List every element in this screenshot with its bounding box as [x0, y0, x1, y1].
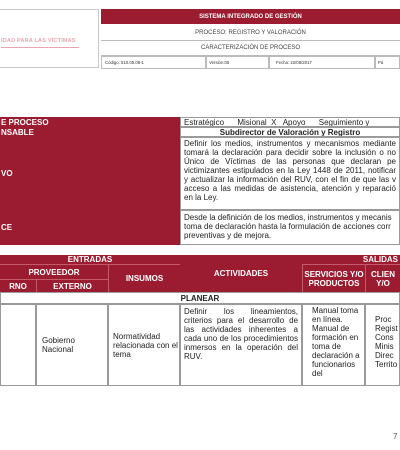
logo-box — [0, 9, 99, 68]
objective-label: VO — [0, 137, 180, 210]
salidas-header: SALIDAS — [302, 255, 400, 264]
scope-text: Desde la definición de los medios, instrumentos y mecanis toma de declaración hasta la formulación de acciones corr preventivas y de mejora. — [180, 210, 400, 245]
servicios-list — [305, 306, 362, 378]
page-number: 7 — [393, 432, 398, 441]
interno-header: RNO — [0, 279, 36, 292]
process-line: PROCESO: REGISTRO Y VALORACIÓN — [195, 29, 306, 36]
doc-page: Pá — [375, 56, 400, 69]
process-type-label: E PROCESO — [0, 117, 180, 127]
phase-planear: PLANEAR — [0, 292, 400, 304]
externo-header: EXTERNO — [36, 279, 108, 292]
scope-label: CE — [0, 210, 180, 245]
objective-text: Definir los medios, instrumentos y mecanismos mediante tomará la declaración para decidir sobre la inclusión o no Único de Víctimas de las personas que declaran pe victimizantes estipulados en la Ley 1448 de 2011, notificar y actualizar la información del RUV, con el fin de que las v acceso a las medidas de asistencia, atención y reparació en la Ley. — [180, 137, 400, 210]
list-item: • Direc Territo — [375, 351, 397, 369]
entradas-header: ENTRADAS — [0, 255, 180, 264]
clientes-header: CLIEN Y/O — [365, 264, 400, 292]
row-actividades: Definir los lineamientos, criterios para el desarrollo de las actividades inherentes a cada uno de los procedimientos inmersos en la operación del RUV. — [180, 304, 302, 386]
actividades-header: ACTIVIDADES — [180, 255, 302, 292]
doc-code: Código: 510.05.08-1 — [101, 56, 206, 69]
row-interno — [0, 304, 36, 386]
responsible-value: Subdirector de Valoración y Registro — [180, 127, 400, 137]
row-externo: Gobierno Nacional — [36, 304, 108, 386]
clientes-list — [368, 306, 397, 369]
list-item: • Manual toma en línea. — [312, 306, 362, 324]
process-type-options: Estratégico Misional X Apoyo Seguimiento y — [180, 117, 400, 127]
list-item: • Cons — [375, 333, 397, 342]
doc-version: Versión:05 — [206, 56, 269, 69]
logo-text: IDAD PARA LAS VÍCTIMAS — [1, 38, 76, 44]
list-item — [375, 306, 397, 315]
list-item: • Proc Regist — [375, 315, 397, 333]
list-item: • Minis — [375, 342, 397, 351]
system-title: SISTEMA INTEGRADO DE GESTIÓN — [101, 9, 400, 24]
logo-underline — [1, 47, 79, 48]
doc-date: Fecha: 22/08/2017 — [269, 56, 375, 69]
row-insumos: Normatividad relacionada con el tema — [108, 304, 180, 386]
characterization-title: CARACTERIZACIÓN DE PROCESO — [200, 45, 300, 51]
proveedor-header: PROVEEDOR — [0, 264, 108, 279]
row-clientes — [365, 304, 400, 386]
responsible-label: NSABLE — [0, 127, 180, 137]
insumos-header: INSUMOS — [108, 264, 180, 292]
list-item: • Manual de formación en toma de declaración a funcionarios del — [312, 324, 362, 378]
servicios-header: SERVICIOS Y/O PRODUCTOS — [302, 264, 365, 292]
row-servicios — [302, 304, 365, 386]
